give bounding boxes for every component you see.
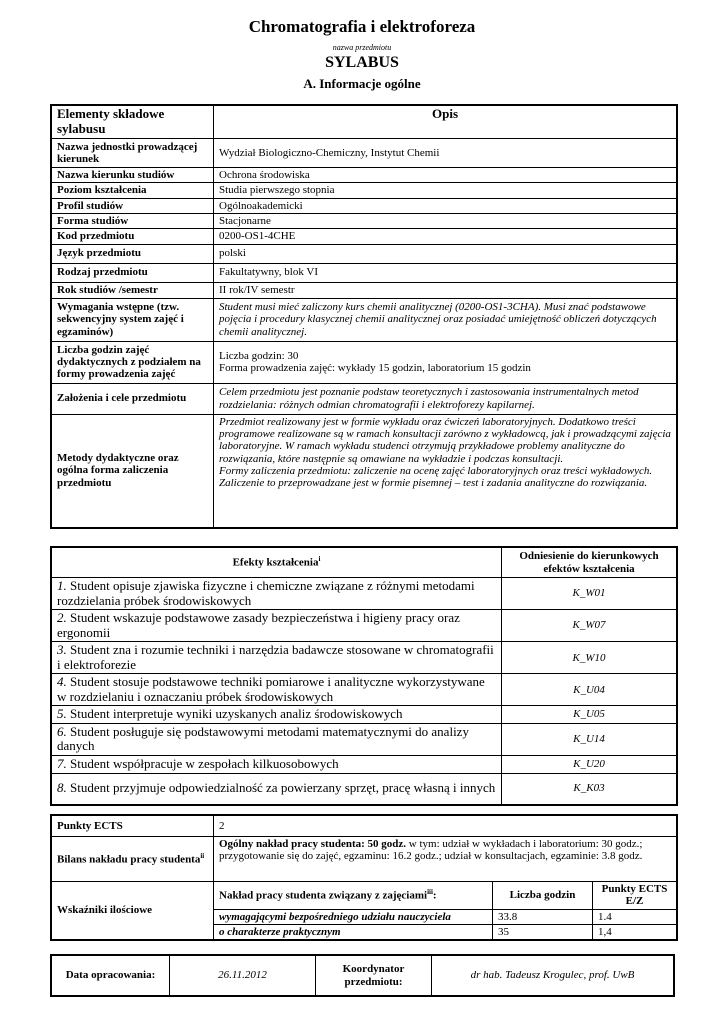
footnote-mark: ii [200,851,205,860]
row-label: Liczba godzin zajęć dydaktycznych z podziałem na formy prowadzenia zajęć [52,341,214,383]
outcome-ref: K_W01 [502,578,677,610]
ects-value: 2 [214,816,677,837]
row-label: Profil studiów [52,198,214,213]
outcomes-header-label: Efekty kształcenia [232,556,319,569]
outcome-number: 8. [57,780,67,796]
outcome-ref: K_U05 [502,706,677,724]
row-label: Założenia i cele przedmiotu [52,383,214,414]
date-value: 26.11.2012 [170,956,316,996]
outcomes-header [52,548,502,578]
row-value: Student musi mieć zaliczony kurs chemii analitycznej (0200-OS1-3CHA). Musi znać podstawowe pojęcia i procedury klasycznej chemii analitycznej oraz posiadać umiejętność obliczeń dotyczących chemii analitycznej. [214,298,677,341]
coordinator-value: dr hab. Tadeusz Krogulec, prof. UwB [432,956,674,996]
row-label: Kod przedmiotu [52,229,214,244]
assessment-text: Formy zaliczenia przedmiotu: zaliczenie na ocenę zajęć laboratoryjnych oraz treści wykładowych. Zaliczenie to przeprowadzane jest w formie pisemnej – test i zadania analityczne do rozwiązania. [219,464,653,490]
workload-header-text: Nakład pracy studenta związany z zajęciami [219,889,428,902]
row-label: Rok studiów /semestr [52,282,214,298]
workload-balance-value [214,837,677,882]
row-value: Ogólnoakademicki [214,198,677,213]
course-title: Chromatografia i elektroforeza [248,17,476,36]
row-value [214,414,677,527]
indicator-points: 1,4 [593,924,677,939]
sylabus-title: SYLABUS [325,54,399,71]
indicator-row-label: o charakterze praktycznym [214,924,493,939]
outcome-text: Student opisuje zjawiska fizyczne i chemiczne związane z różnymi metodami rozdzielania próbek środowiskowych [57,578,475,608]
workload-header-colon: : [432,889,437,902]
indicator-points: 1.4 [593,909,677,924]
footnote-mark: i [318,555,321,564]
row-value: Celem przedmiotu jest poznanie podstaw teoretycznych i zastosowania instrumentalnych metod rozdzielania: różnych odmian chromatografii i elektroforezy kapilarnej. [214,383,677,414]
hours-forms: Forma prowadzenia zajęć: wykłady 15 godzin, laboratorium 15 godzin [219,362,531,375]
workload-breakdown: w tym: udział w wykładach i laboratorium: 30 godz.; przygotowanie się do zajęć, egzaminu: 16.2 godz.; udział w konsultacjach, egzaminie: 3.8 godz. [219,838,643,863]
points-header: Punkty ECTS E/Z [593,882,677,910]
outcome-row [52,642,502,674]
indicator-row-label: wymagającymi bezpośredniego udziału nauczyciela [214,909,493,924]
row-label: Poziom kształcenia [52,183,214,198]
row-value: Studia pierwszego stopnia [214,183,677,198]
outcome-ref: K_U04 [502,674,677,706]
outcome-number: 5. [57,706,67,722]
outcome-row [52,578,502,610]
row-label: Nazwa jednostki prowadzącej kierunek [52,139,214,168]
outcome-number: 2. [57,610,67,626]
indicators-label: Wskaźniki ilościowe [52,882,214,940]
row-label: Rodzaj przedmiotu [52,263,214,282]
outcome-ref: K_W07 [502,610,677,642]
row-label: Język przedmiotu [52,244,214,263]
outcome-number: 7. [57,756,67,772]
outcome-text: Student posługuje się podstawowymi metodami matematycznymi do analizy danych [57,723,469,754]
ects-label: Punkty ECTS [52,816,214,837]
general-info-table [51,105,677,528]
outcome-row [52,756,502,774]
row-label: Wymagania wstępne (tzw. sekwencyjny system zajęć i egzaminów) [52,298,214,341]
hours-header: Liczba godzin [493,882,593,910]
outcome-ref: K_W10 [502,642,677,674]
outcome-number: 6. [57,723,67,739]
outcome-text: Student zna i rozumie techniki i narzędzia badawcze stosowane w chromatografii i elektroforezie [57,642,494,672]
row-value: 0200-OS1-4CHE [214,229,677,244]
row-label: Forma studiów [52,213,214,228]
section-title: A. Informacje ogólne [303,76,421,91]
methods-text: Przedmiot realizowany jest w formie wykładu oraz ćwiczeń laboratoryjnych. Dodatkowo treści programowe realizowane są w ramach konsultacji zarówno z wykładowcą, jak i prowadzącymi zajęcia laboratoryjne. W ramach wykładu studenci otrzymują przykładowe problemy analityczne do rozwiązania, które następnie są omawiane na wykładzie i podczas konsultacji. [219,415,671,465]
row-label: Nazwa kierunku studiów [52,168,214,183]
footer-table [51,955,674,996]
outcome-ref: K_U20 [502,756,677,774]
outcome-text: Student przyjmuje odpowiedzialność za powierzany sprzęt, pracę własną i innych [66,780,496,796]
row-value: Stacjonarne [214,213,677,228]
outcome-row [52,674,502,706]
outcome-ref: K_K03 [502,773,677,804]
hours-total: Liczba godzin: 30 [219,349,299,362]
row-value: Wydział Biologiczno-Chemiczny, Instytut Chemii [214,139,677,168]
outcome-row [52,706,502,724]
header-description: Opis [214,106,677,139]
outcome-number: 1. [57,578,67,593]
learning-outcomes-table [51,547,677,805]
workload-balance-text: Bilans nakładu pracy studenta [57,853,201,866]
indicator-hours: 35 [493,924,593,939]
indicator-hours: 33.8 [493,909,593,924]
row-value: polski [214,244,677,263]
reference-header: Odniesienie do kierunkowych efektów kształcenia [502,548,677,578]
row-label: Metody dydaktyczne oraz ogólna forma zaliczenia przedmiotu [52,414,214,527]
outcome-text: Student stosuje podstawowe techniki pomiarowe i analityczne wykorzystywane w rozdzielaniu i oznaczaniu próbek środowiskowych [57,674,485,704]
outcome-number: 4. [57,674,67,690]
workload-header [214,882,493,910]
workload-balance-label [52,837,214,882]
outcome-row [52,723,502,755]
coordinator-label: Koordynator przedmiotu: [316,956,432,996]
course-name-caption: nazwa przedmiotu [332,43,392,52]
row-value: II rok/IV semestr [214,282,677,298]
outcome-text: Student współpracuje w zespołach kilkuosobowych [66,756,339,772]
row-value: Fakultatywny, blok VI [214,263,677,282]
outcome-text: Student interpretuje wyniki uzyskanych analiz środowiskowych [66,706,403,722]
footnote-mark: iii [427,887,433,896]
outcome-row [52,773,502,804]
ects-table [51,815,677,940]
workload-total: Ogólny nakład pracy studenta: 50 godz. [219,838,407,850]
row-value [214,341,677,383]
row-value: Ochrona środowiska [214,168,677,183]
outcome-text: Student wskazuje podstawowe zasady bezpieczeństwa i higieny pracy oraz ergonomii [57,610,460,640]
date-label: Data opracowania: [52,956,170,996]
outcome-row [52,610,502,642]
header-elements: Elementy składowe sylabusu [52,106,214,139]
outcome-number: 3. [57,642,67,658]
outcome-ref: K_U14 [502,723,677,755]
